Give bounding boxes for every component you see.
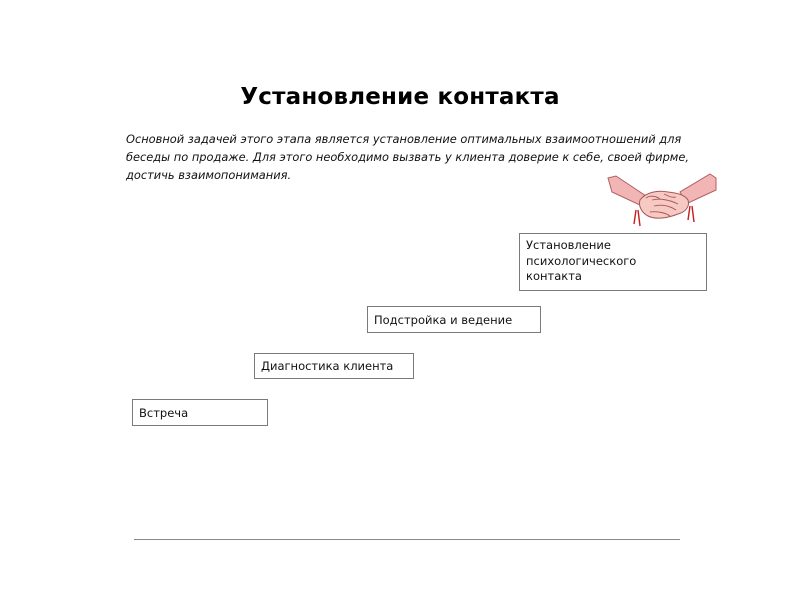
bottom-divider (134, 539, 680, 540)
step-meeting: Встреча (132, 399, 268, 426)
intro-paragraph: Основной задачей этого этапа является установление оптимальных взаимоотношений для беседы по продаже. Для этого необходимо вызвать у клиента доверие к себе, своей фирме, достичь взаимопонимания. (126, 132, 690, 182)
step-adjustment-leading: Подстройка и ведение (367, 306, 541, 333)
step-client-diagnostics: Диагностика клиента (254, 353, 414, 379)
handshake-icon (606, 170, 718, 230)
step-psychological-contact: Установление психологического контакта (519, 233, 707, 291)
slide-title: Установление контакта (240, 84, 560, 110)
